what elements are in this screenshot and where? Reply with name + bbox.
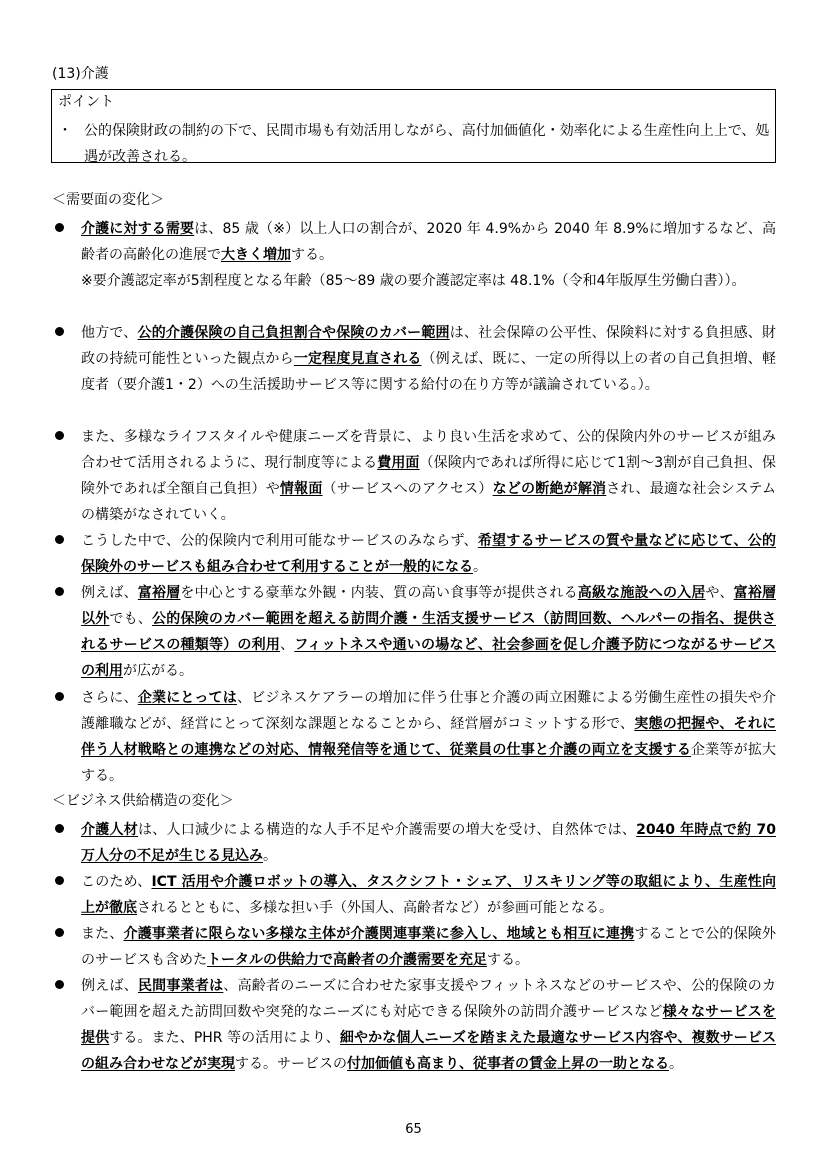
item-text: 他方で、公的介護保険の自己負担割合や保険のカバー範囲は、社会保障の公平性、保険料に対する負担感、財政の持続可能性といった観点から一定程度見直される（例えば、既に、一定の所得以上の者の自己負担増、軽度者（要介護1・2）への生活援助サービス等に関する給付の在り方等が議論されている。）。 (81, 325, 776, 393)
item-text: さらに、企業にとっては、ビジネスケアラーの増加に伴う仕事と介護の両立困難による労働生産性の損失や介護離職などが、経営にとって深刻な課題となることから、経営層がコミットする形で、実態の把握や、それに伴う人材戦略との連携などの対応、情報発信等を通じて、従業員の仕事と介護の両立を支援する企業等が拡大する。 (81, 690, 777, 784)
item-text: また、介護事業者に限らない多様な主体が介護関連事業に参入し、地域とも相互に連携することで公的保険外のサービスも含めたトータルの供給力で高齢者の介護需要を充足する。 (81, 926, 776, 968)
point-box (51, 89, 776, 163)
footnote: ※要介護認定率が5割程度となる年齢（85～89 歳の要介護認定率は 48.1%（令和4年版厚生労働白書））。 (81, 273, 746, 289)
item-text: 例えば、民間事業者は、高齢者のニーズに合わせた家事支援やフィットネスなどのサービスや、公的保険のカバー範囲を超えた訪問回数や突発的なニーズにも対応できる保険外の訪問介護サービスなど様々なサービスを提供する。また、PHR 等の活用により、細やかな個人ニーズを踏まえた最適なサービス内容や、複数サービスの組み合わせなどが実現する。サービスの付加価値も高まり、従事者の賃金上昇の一助となる。 (81, 978, 776, 1072)
list-item (52, 685, 776, 789)
bullet-icon (55, 824, 64, 833)
bullet-icon (55, 431, 64, 440)
list-item (52, 580, 776, 684)
list-item (52, 817, 776, 869)
page-number: 65 (405, 1122, 422, 1137)
point-label: ポイント (58, 94, 114, 110)
point-text: 公的保険財政の制約の下で、民間市場も有効活用しながら、高付加価値化・効率化による生産性向上上で、処遇が改善される。 (84, 123, 770, 165)
item-text: 介護人材は、人口減少による構造的な人手不足や介護需要の増大を受け、自然体では、2040 年時点で約 70 万人分の不足が生じる見込み。 (81, 822, 776, 864)
list-item (52, 424, 776, 528)
list-item (52, 528, 776, 580)
section-title: (13)介護 (52, 66, 109, 82)
list-item (52, 216, 776, 294)
bullet-icon (55, 928, 64, 937)
list-item (52, 869, 776, 921)
bullet-icon (55, 327, 64, 336)
list-item (52, 320, 776, 398)
list-item (52, 973, 776, 1077)
item-text: 例えば、富裕層を中心とする豪華な外観・内装、質の高い食事等が提供される高級な施設への入居や、富裕層以外でも、公的保険のカバー範囲を超える訪問介護・生活支援サービス（訪問回数、ヘルパーの指名、提供されるサービスの種類等）の利用、フィットネスや通いの場など、社会参画を促し介護予防につながるサービスの利用が広がる。 (81, 585, 777, 679)
item-text: このため、ICT 活用や介護ロボットの導入、タスクシフト・シェア、リスキリング等の取組により、生産性向上が徹底されるとともに、多様な担い手（外国人、高齢者など）が参画可能となる。 (81, 874, 776, 916)
bullet-icon (55, 980, 64, 989)
list-item (52, 921, 776, 973)
supply-heading: ＜ビジネス供給構造の変化＞ (52, 793, 234, 809)
bullet-icon (55, 587, 64, 596)
item-text: 介護に対する需要は、85 歳（※）以上人口の割合が、2020 年 4.9%から 2040 年 8.9%に増加するなど、高齢者の高齢化の進展で大きく増加する。 (81, 221, 777, 263)
demand-heading: ＜需要面の変化＞ (52, 192, 164, 208)
item-text: こうした中で、公的保険内で利用可能なサービスのみならず、希望するサービスの質や量などに応じて、公的保険外のサービスも組み合わせて利用することが一般的になる。 (81, 533, 776, 575)
point-bullet: ・ (58, 123, 72, 139)
bullet-icon (55, 876, 64, 885)
item-text: また、多様なライフスタイルや健康ニーズを背景に、より良い生活を求めて、公的保険内外のサービスが組み合わせて活用されるように、現行制度等による費用面（保険内であれば所得に応じて1割～3割が自己負担、保険外であれば全額自己負担）や情報面（サービスへのアクセス）などの断絶が解消され、最適な社会システムの構築がなされていく。 (81, 429, 777, 523)
bullet-icon (55, 535, 64, 544)
bullet-icon (55, 223, 64, 232)
bullet-icon (55, 692, 64, 701)
